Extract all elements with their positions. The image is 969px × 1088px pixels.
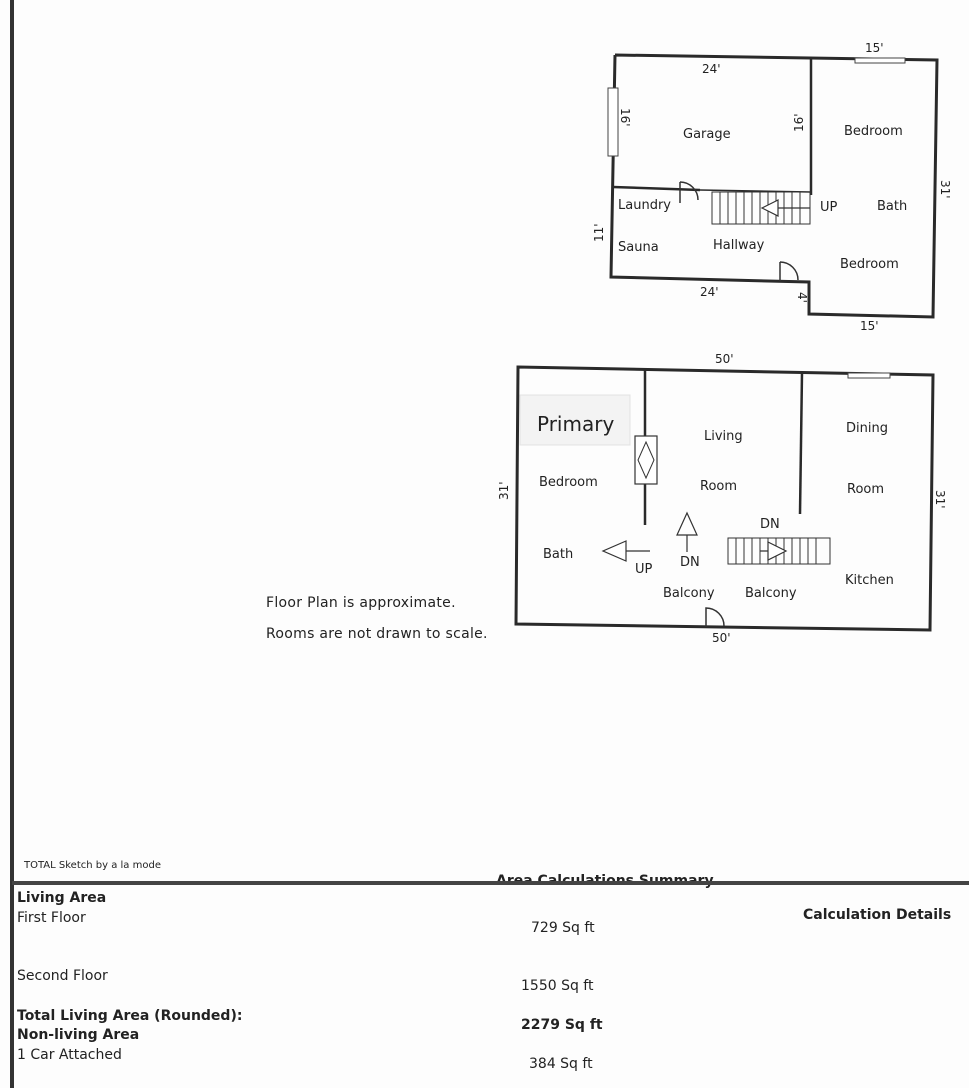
- room-balcony-left: Balcony: [663, 586, 715, 601]
- dim-first-top: 50': [715, 352, 734, 366]
- room-kitchen: Kitchen: [845, 573, 894, 588]
- living-dining-wall: [800, 373, 802, 514]
- calculation-details-heading: Calculation Details: [803, 907, 952, 923]
- fireplace-symbol: [635, 436, 657, 484]
- dim-jog: 4': [795, 292, 809, 303]
- dim-first-left: 31': [497, 481, 511, 500]
- first-floor-plan: [497, 352, 947, 645]
- room-primary: Primary: [537, 412, 615, 436]
- dim-bottom-left: 24': [700, 285, 719, 299]
- total-living-area-label: Total Living Area (Rounded):: [17, 1008, 243, 1024]
- dim-hall-left: 11': [592, 223, 606, 242]
- dining-window: [848, 373, 890, 378]
- dn-stairs-label: DN: [760, 517, 780, 532]
- dim-bottom-right: 15': [860, 319, 879, 333]
- second-floor-label: Second Floor: [17, 968, 108, 984]
- second-floor-outline: [611, 55, 937, 317]
- sketch-credit: TOTAL Sketch by a la mode: [24, 860, 161, 871]
- car-attached-label: 1 Car Attached: [17, 1047, 122, 1063]
- non-living-area-heading: Non-living Area: [17, 1027, 140, 1043]
- first-floor-value: 729 Sq ft: [531, 920, 595, 936]
- car-attached-value: 384 Sq ft: [529, 1056, 593, 1072]
- dim-right: 31': [938, 180, 952, 199]
- room-hallway: Hallway: [713, 238, 765, 253]
- up-arrow: [603, 541, 650, 561]
- room-bedroom-bottom: Bedroom: [840, 257, 899, 272]
- laundry-door: [680, 182, 698, 203]
- note-scale: Rooms are not drawn to scale.: [266, 626, 488, 642]
- up-label: UP: [635, 562, 653, 577]
- room-balcony-right: Balcony: [745, 586, 797, 601]
- top-window: [855, 58, 905, 63]
- second-floor-plan: [592, 41, 952, 333]
- room-sauna: Sauna: [618, 240, 659, 255]
- room-dining: Dining: [846, 421, 888, 436]
- total-living-area-value: 2279 Sq ft: [521, 1017, 603, 1033]
- stairs-up-label: UP: [820, 200, 838, 215]
- balcony-door: [706, 608, 724, 627]
- hallway-door: [780, 262, 798, 281]
- dim-top-left: 24': [702, 62, 721, 76]
- second-floor-value: 1550 Sq ft: [521, 978, 594, 994]
- room-bedroom-top: Bedroom: [844, 124, 903, 139]
- stairs-down: [728, 538, 830, 564]
- room-garage: Garage: [683, 127, 731, 142]
- room-laundry: Laundry: [618, 198, 671, 213]
- room-dining-room: Room: [847, 482, 885, 497]
- garage-bottom-wall: [613, 187, 700, 190]
- dim-garage-left: 16': [618, 108, 632, 127]
- living-area-heading: Living Area: [17, 890, 107, 906]
- dn-arrow-label: DN: [680, 555, 700, 570]
- down-arrow: [677, 513, 697, 552]
- first-floor-label: First Floor: [17, 910, 86, 926]
- room-bath-upstairs: Bath: [877, 199, 908, 214]
- room-living: Living: [704, 429, 743, 444]
- summary-rule: [12, 881, 969, 885]
- dim-top-right: 15': [865, 41, 884, 55]
- garage-window: [608, 88, 618, 156]
- room-bath-primary: Bath: [543, 547, 574, 562]
- dim-first-right: 31': [933, 490, 947, 509]
- note-approximate: Floor Plan is approximate.: [266, 595, 456, 611]
- room-living-room: Room: [700, 479, 738, 494]
- room-bedroom-primary: Bedroom: [539, 475, 598, 490]
- stairs-up: [712, 192, 810, 224]
- dim-garage-right: 16': [792, 113, 806, 132]
- dim-first-bottom: 50': [712, 631, 731, 645]
